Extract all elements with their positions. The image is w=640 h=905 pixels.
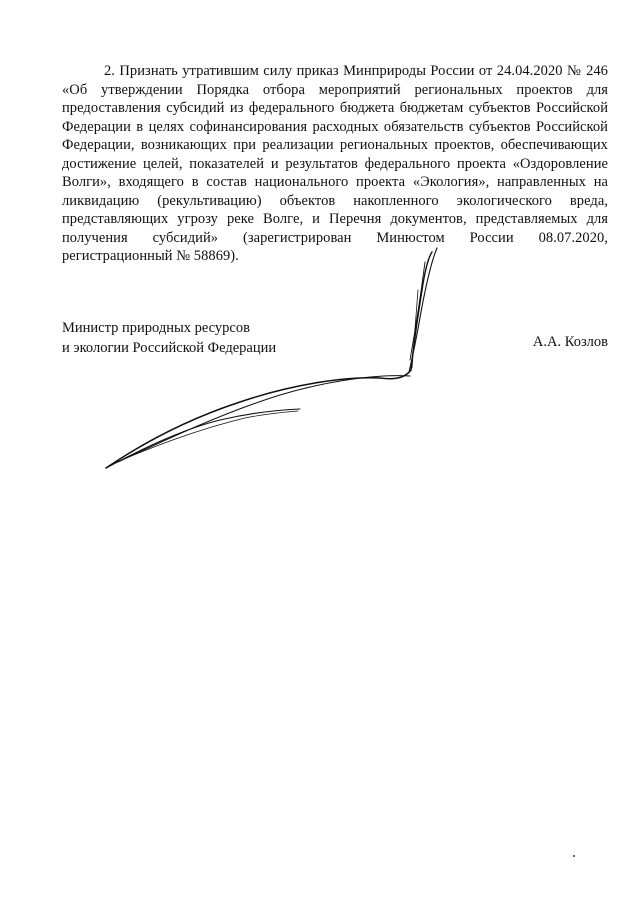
signatory-title-line-1: Министр природных ресурсов: [62, 320, 250, 336]
signatory-title-line-2: и экологии Российской Федерации: [62, 340, 277, 356]
signatory-name: А.А. Козлов: [532, 334, 608, 350]
scan-speck: [573, 855, 575, 857]
body-paragraph: 2. Признать утратившим силу приказ Минприроды России от 24.04.2020 № 246 «Об утверждении Порядка отбора мероприятий региональных проектов для предоставления субсидий из федерального бюджета бюджетам субъектов Российской Федерации в целях софинансирования расходных обязательств субъектов Российской Федерации, возникающих при реализации региональных проектов, обеспечивающих достижение целей, показателей и результатов федерального проекта «Оздоровление Волги», входящего в состав национального проекта «Экология», направленных на ликвидацию (рекультивацию) объектов накопленного экологического вреда, представляющих угрозу реке Волге, и Перечня документов, представляемых для получения субсидий» (зарегистрирован Минюстом России 08.07.2020, регистрационный № 58869).: [62, 63, 608, 264]
signatory-title: [62, 318, 382, 358]
